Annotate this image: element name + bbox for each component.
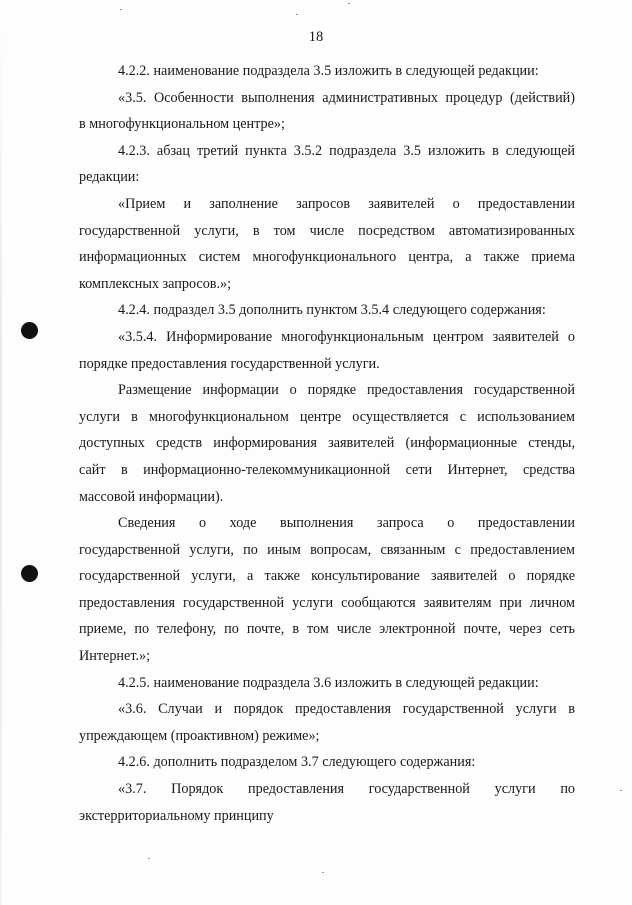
text-line: 4.2.3. абзац третий пункта 3.5.2 подраздела 3.5 изложить в следующей: [118, 142, 575, 159]
text-line: «3.6. Случаи и порядок предоставления государственной услуги в: [118, 701, 575, 718]
text-line: доступных средств информирования заявителей (информационные стенды,: [79, 435, 575, 452]
scan-speck: [120, 9, 122, 10]
text-line: Сведения о ходе выполнения запроса о предоставлении: [118, 515, 575, 532]
text-line: государственной услуги, а также консультирование заявителей о порядке: [79, 568, 575, 585]
punch-hole: [21, 322, 38, 339]
text-line: государственной услуги, в том числе посредством автоматизированных: [79, 222, 575, 239]
text-line: порядке предоставления государственной услуги.: [79, 355, 380, 372]
text-line: сайт в информационно-телекоммуникационной сети Интернет, средства: [79, 461, 575, 478]
text-line: редакции:: [79, 169, 140, 186]
text-line: 4.2.4. подраздел 3.5 дополнить пунктом 3.5.4 следующего содержания:: [118, 302, 546, 319]
scan-speck: [620, 790, 622, 791]
scan-speck: [322, 872, 324, 873]
scan-speck: [148, 858, 150, 859]
text-line: приеме, по телефону, по почте, в том числе электронной почте, через сеть: [79, 621, 575, 638]
text-line: массовой информации).: [79, 488, 224, 505]
scan-speck: [296, 14, 298, 15]
punch-hole: [21, 565, 38, 582]
text-line: Интернет.»;: [79, 648, 151, 665]
text-line: «3.7. Порядок предоставления государственной услуги по: [118, 781, 575, 798]
text-line: 4.2.2. наименование подраздела 3.5 изложить в следующей редакции:: [118, 63, 539, 79]
scan-edge: [0, 0, 2, 905]
text-line: предоставления государственной услуги сообщаются заявителям при личном: [79, 594, 575, 611]
scan-speck: [348, 3, 350, 4]
body-text: [79, 58, 575, 829]
text-line: 4.2.5. наименование подраздела 3.6 изложить в следующей редакции:: [118, 674, 539, 691]
text-line: «3.5. Особенности выполнения административных процедур (действий): [118, 89, 575, 106]
text-line: услуги в многофункциональном центре осуществляется с использованием: [79, 408, 575, 425]
text-line: «3.5.4. Информирование многофункциональным центром заявителей о: [118, 328, 575, 345]
text-line: «Прием и заполнение запросов заявителей о предоставлении: [118, 195, 575, 212]
text-line: экстерриториальному принципу: [79, 807, 274, 824]
text-line: Размещение информации о порядке предоставления государственной: [118, 382, 575, 399]
text-line: упреждающем (проактивном) режиме»;: [79, 727, 320, 744]
page-number: 18: [308, 29, 324, 45]
text-line: государственной услуги, по иным вопросам, связанным с предоставлением: [79, 541, 575, 558]
text-line: комплексных запросов.»;: [79, 275, 232, 292]
text-line: в многофункциональном центре»;: [79, 116, 285, 133]
text-line: информационных систем многофункционального центра, а также приема: [79, 249, 575, 266]
text-line: 4.2.6. дополнить подразделом 3.7 следующего содержания:: [118, 754, 476, 771]
